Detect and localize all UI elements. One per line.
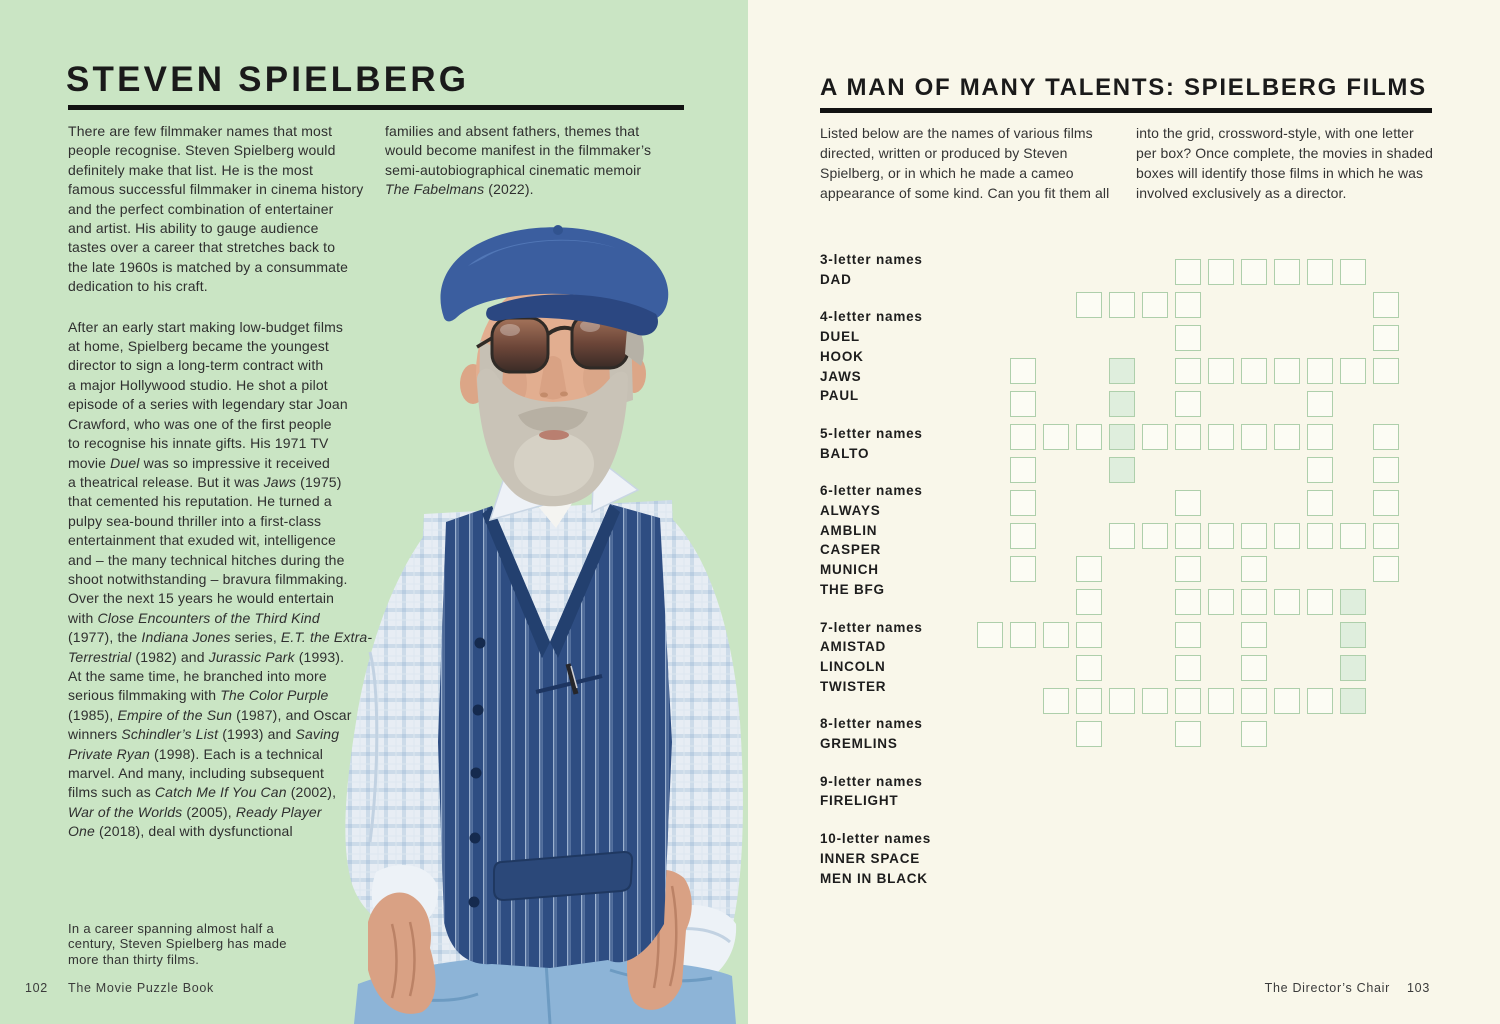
intro-lines — [1136, 123, 1433, 203]
puzzle-cell[interactable] — [1175, 358, 1201, 384]
puzzle-cell[interactable] — [1142, 292, 1168, 318]
footer-right — [1265, 981, 1430, 995]
word-group-heading: 9-letter names — [820, 773, 923, 789]
puzzle-cell[interactable] — [1010, 622, 1036, 648]
paragraph-gap — [68, 297, 372, 318]
puzzle-cell[interactable] — [1175, 523, 1201, 549]
puzzle-cell[interactable] — [1307, 457, 1333, 483]
puzzle-cell[interactable] — [1340, 259, 1366, 285]
text-line: and artist. His ability to gauge audience — [68, 220, 319, 237]
text-line: Private Ryan (1998). Each is a technical — [68, 745, 324, 762]
page-number-right: 103 — [1407, 981, 1430, 995]
film-name: ALWAYS — [820, 503, 881, 519]
puzzle-cell[interactable] — [1010, 523, 1036, 549]
text-line: (1977), the Indiana Jones series, E.T. the Extra- — [68, 629, 373, 646]
puzzle-cell[interactable] — [1175, 622, 1201, 648]
puzzle-cell[interactable] — [1274, 424, 1300, 450]
puzzle-cell[interactable] — [1109, 688, 1135, 714]
photo-caption — [68, 921, 287, 967]
puzzle-cell[interactable] — [1076, 556, 1102, 582]
puzzle-cell[interactable] — [1274, 589, 1300, 615]
film-name: DUEL — [820, 329, 860, 345]
puzzle-cell[interactable] — [1208, 259, 1234, 285]
text-line: into the grid, crossword-style, with one letter — [1136, 125, 1414, 141]
word-group-heading: 4-letter names — [820, 309, 923, 325]
left-body-column-1 — [68, 122, 372, 842]
puzzle-cell[interactable] — [1208, 688, 1234, 714]
puzzle-cell[interactable] — [1274, 688, 1300, 714]
text-line: marvel. And many, including subsequent — [68, 765, 325, 781]
word-group-heading: 10-letter names — [820, 831, 932, 847]
text-line: involved exclusively as a director. — [1136, 185, 1347, 201]
text-line: per box? Once complete, the movies in shaded — [1136, 145, 1434, 161]
title-rule — [820, 108, 1432, 113]
title-rule — [68, 105, 684, 110]
puzzle-cell[interactable] — [1043, 424, 1069, 450]
text-line: After an early start making low-budget films — [68, 318, 344, 335]
puzzle-cell-shaded[interactable] — [1109, 391, 1135, 417]
caption-lines — [68, 921, 287, 967]
film-name: CASPER — [820, 542, 882, 558]
word-group — [820, 829, 931, 888]
puzzle-cell[interactable] — [1175, 259, 1201, 285]
spielberg-photo — [340, 222, 748, 1024]
text-line: One (2018), deal with dysfunctional — [68, 823, 293, 840]
text-line: would become manifest in the filmmaker’s — [385, 142, 652, 159]
text-line: appearance of some kind. Can you fit them all — [820, 185, 1110, 201]
puzzle-cell[interactable] — [1241, 655, 1267, 681]
puzzle-cell-shaded[interactable] — [1340, 589, 1366, 615]
book-title: The Movie Puzzle Book — [68, 981, 215, 995]
puzzle-cell-shaded[interactable] — [1340, 655, 1366, 681]
puzzle-cell-shaded[interactable] — [1109, 424, 1135, 450]
puzzle-cell[interactable] — [1076, 424, 1102, 450]
film-name: AMISTAD — [820, 639, 887, 655]
puzzle-cell[interactable] — [1307, 490, 1333, 516]
text-line: The Fabelmans (2022). — [385, 181, 534, 198]
text-line: (1985), Empire of the Sun (1987), and Oscar — [68, 706, 352, 723]
puzzle-cell[interactable] — [1241, 523, 1267, 549]
text-line: that cemented his reputation. He turned a — [68, 493, 332, 510]
text-line: There are few filmmaker names that most — [68, 123, 333, 139]
puzzle-cell[interactable] — [1307, 589, 1333, 615]
puzzle-cell[interactable] — [1274, 259, 1300, 285]
puzzle-cell[interactable] — [1241, 622, 1267, 648]
page-number-left: 102 — [25, 981, 48, 995]
puzzle-cell[interactable] — [1175, 424, 1201, 450]
text-line: with Close Encounters of the Third Kind — [68, 609, 320, 626]
puzzle-cell[interactable] — [1208, 523, 1234, 549]
puzzle-cell[interactable] — [1076, 655, 1102, 681]
puzzle-cell[interactable] — [1142, 688, 1168, 714]
puzzle-cell[interactable] — [1076, 292, 1102, 318]
word-group — [820, 618, 931, 697]
text-line: Spielberg, or in which he made a cameo — [820, 165, 1074, 181]
puzzle-cell[interactable] — [1241, 259, 1267, 285]
word-group-heading: 6-letter names — [820, 483, 923, 499]
puzzle-cell-shaded[interactable] — [1109, 457, 1135, 483]
puzzle-cell[interactable] — [1208, 589, 1234, 615]
text-line: winners Schindler’s List (1993) and Saving — [68, 726, 340, 743]
puzzle-cell[interactable] — [977, 622, 1003, 648]
right-page — [748, 0, 1500, 1024]
puzzle-cell[interactable] — [1241, 358, 1267, 384]
puzzle-cell[interactable] — [1043, 622, 1069, 648]
puzzle-cell[interactable] — [1109, 292, 1135, 318]
puzzle-cell[interactable] — [1307, 391, 1333, 417]
puzzle-cell[interactable] — [1175, 556, 1201, 582]
word-group — [820, 307, 931, 406]
puzzle-cell[interactable] — [1175, 721, 1201, 747]
puzzle-cell[interactable] — [1175, 292, 1201, 318]
puzzle-cell[interactable] — [1373, 457, 1399, 483]
text-line: a theatrical release. But it was Jaws (1975) — [68, 473, 342, 490]
puzzle-cell-shaded[interactable] — [1109, 358, 1135, 384]
puzzle-cell[interactable] — [1076, 688, 1102, 714]
puzzle-cell[interactable] — [1010, 457, 1036, 483]
chapter-title: The Director’s Chair — [1264, 981, 1391, 995]
puzzle-cell-shaded[interactable] — [1340, 622, 1366, 648]
text-line: and the perfect combination of entertainer — [68, 200, 334, 217]
puzzle-cell[interactable] — [1373, 358, 1399, 384]
text-line: shoot notwithstanding – bravura filmmaking. — [68, 570, 348, 587]
puzzle-intro-column-2 — [1136, 123, 1433, 203]
film-name: TWISTER — [820, 678, 887, 694]
puzzle-cell[interactable] — [1373, 424, 1399, 450]
intro-lines — [820, 123, 1109, 203]
film-name: PAUL — [820, 388, 859, 404]
puzzle-cell[interactable] — [1274, 523, 1300, 549]
text-line: Over the next 15 years he would entertain — [68, 590, 335, 607]
word-group-heading: 3-letter names — [820, 252, 923, 267]
puzzle-cell[interactable] — [1142, 424, 1168, 450]
text-line: directed, written or produced by Steven — [820, 145, 1068, 161]
text-line: semi-autobiographical cinematic memoir — [385, 161, 642, 178]
puzzle-cell[interactable] — [1373, 556, 1399, 582]
text-line: War of the Worlds (2005), Ready Player — [68, 803, 322, 820]
text-line: Terrestrial (1982) and Jurassic Park (1993). — [68, 648, 345, 665]
text-line: the late 1960s is matched by a consummate — [68, 258, 349, 275]
film-name: AMBLIN — [820, 522, 878, 538]
text-line: pulpy sea-bound thriller into a first-class — [68, 512, 322, 529]
page-title: STEVEN SPIELBERG — [66, 60, 470, 99]
puzzle-cell[interactable] — [1109, 523, 1135, 549]
puzzle-intro-column-1 — [820, 123, 1109, 203]
puzzle-cell[interactable] — [1076, 589, 1102, 615]
word-group — [820, 424, 931, 463]
puzzle-cell[interactable] — [1307, 358, 1333, 384]
paragraph-1 — [68, 122, 372, 297]
text-line: director to sign a long-term contract with — [68, 357, 324, 374]
puzzle-cell[interactable] — [1208, 358, 1234, 384]
puzzle-cell[interactable] — [1010, 391, 1036, 417]
film-word-list — [820, 250, 931, 906]
puzzle-cell[interactable] — [1373, 292, 1399, 318]
puzzle-cell[interactable] — [1010, 490, 1036, 516]
puzzle-cell[interactable] — [1307, 688, 1333, 714]
text-line: famous successful filmmaker in cinema history — [68, 181, 364, 198]
puzzle-cell[interactable] — [1076, 622, 1102, 648]
puzzle-cell[interactable] — [1043, 688, 1069, 714]
puzzle-cell[interactable] — [1307, 259, 1333, 285]
text-line: people recognise. Steven Spielberg would — [68, 142, 336, 159]
puzzle-cell[interactable] — [1241, 424, 1267, 450]
text-line: In a career spanning almost half a — [68, 921, 275, 936]
word-group — [820, 481, 931, 599]
text-line: tastes over a career that stretches back to — [68, 239, 336, 256]
puzzle-cell[interactable] — [1241, 721, 1267, 747]
text-line: serious filmmaking with The Color Purple — [68, 687, 329, 704]
puzzle-cell[interactable] — [1175, 589, 1201, 615]
word-group — [820, 714, 931, 753]
word-group — [820, 772, 931, 811]
text-line: Crawford, who was one of the first people — [68, 415, 332, 432]
puzzle-cell[interactable] — [1373, 325, 1399, 351]
text-line: boxes will identify those films in which he was — [1136, 165, 1424, 181]
text-line: dedication to his craft. — [68, 278, 208, 295]
film-name: FIRELIGHT — [820, 793, 899, 809]
film-name: HOOK — [820, 348, 864, 364]
text-line: families and absent fathers, themes that — [385, 123, 640, 139]
text-line: a major Hollywood studio. He shot a pilot — [68, 376, 328, 393]
text-line: entertainment that exuded wit, intelligence — [68, 532, 336, 549]
puzzle-cell[interactable] — [1241, 688, 1267, 714]
film-name: BALTO — [820, 445, 870, 461]
word-group-heading: 7-letter names — [820, 619, 923, 635]
text-line: definitely make that list. He is the most — [68, 161, 314, 178]
text-line: at home, Spielberg became the youngest — [68, 338, 329, 355]
text-line: Listed below are the names of various films — [820, 125, 1093, 141]
text-line: films such as Catch Me If You Can (2002), — [68, 784, 337, 801]
puzzle-cell[interactable] — [1373, 523, 1399, 549]
text-line: and – the many technical hitches during the — [68, 551, 345, 568]
puzzle-cell[interactable] — [1175, 688, 1201, 714]
puzzle-cell[interactable] — [1373, 490, 1399, 516]
film-name: MEN IN BLACK — [820, 870, 928, 886]
puzzle-cell[interactable] — [1010, 556, 1036, 582]
word-group-heading: 5-letter names — [820, 425, 923, 441]
puzzle-cell[interactable] — [1010, 424, 1036, 450]
text-line: century, Steven Spielberg has made — [68, 936, 287, 952]
word-group — [820, 250, 931, 289]
film-name: LINCOLN — [820, 658, 886, 674]
puzzle-cell[interactable] — [1307, 523, 1333, 549]
film-name: DAD — [820, 271, 852, 287]
word-group-heading: 8-letter names — [820, 716, 923, 732]
text-line: more than thirty films. — [68, 951, 200, 967]
puzzle-cell[interactable] — [1340, 523, 1366, 549]
film-name: GREMLINS — [820, 736, 898, 752]
puzzle-cell-shaded[interactable] — [1340, 688, 1366, 714]
left-body-column-2 — [385, 122, 651, 200]
puzzle-cell[interactable] — [1208, 424, 1234, 450]
left-page — [0, 0, 748, 1024]
film-name: JAWS — [820, 368, 862, 384]
paragraph-2 — [68, 318, 372, 842]
puzzle-cell[interactable] — [1076, 721, 1102, 747]
film-name: INNER SPACE — [820, 850, 921, 866]
puzzle-cell[interactable] — [1307, 424, 1333, 450]
puzzle-title: A MAN OF MANY TALENTS: SPIELBERG FILMS — [820, 74, 1427, 101]
puzzle-cell[interactable] — [1241, 589, 1267, 615]
puzzle-cell[interactable] — [1142, 523, 1168, 549]
film-name: MUNICH — [820, 562, 879, 578]
puzzle-cell[interactable] — [1340, 358, 1366, 384]
puzzle-cell[interactable] — [1241, 556, 1267, 582]
puzzle-cell[interactable] — [1010, 358, 1036, 384]
puzzle-cell[interactable] — [1175, 655, 1201, 681]
paragraph-3 — [385, 122, 651, 200]
text-line: movie Duel was so impressive it received — [68, 454, 330, 471]
text-line: to recognise his innate gifts. His 1971 TV — [68, 435, 329, 452]
puzzle-cell[interactable] — [1175, 325, 1201, 351]
text-line: episode of a series with legendary star Joan — [68, 396, 348, 413]
puzzle-cell[interactable] — [1274, 358, 1300, 384]
text-line: At the same time, he branched into more — [68, 667, 327, 684]
puzzle-cell[interactable] — [1175, 490, 1201, 516]
film-name: THE BFG — [820, 581, 885, 597]
puzzle-cell[interactable] — [1175, 391, 1201, 417]
